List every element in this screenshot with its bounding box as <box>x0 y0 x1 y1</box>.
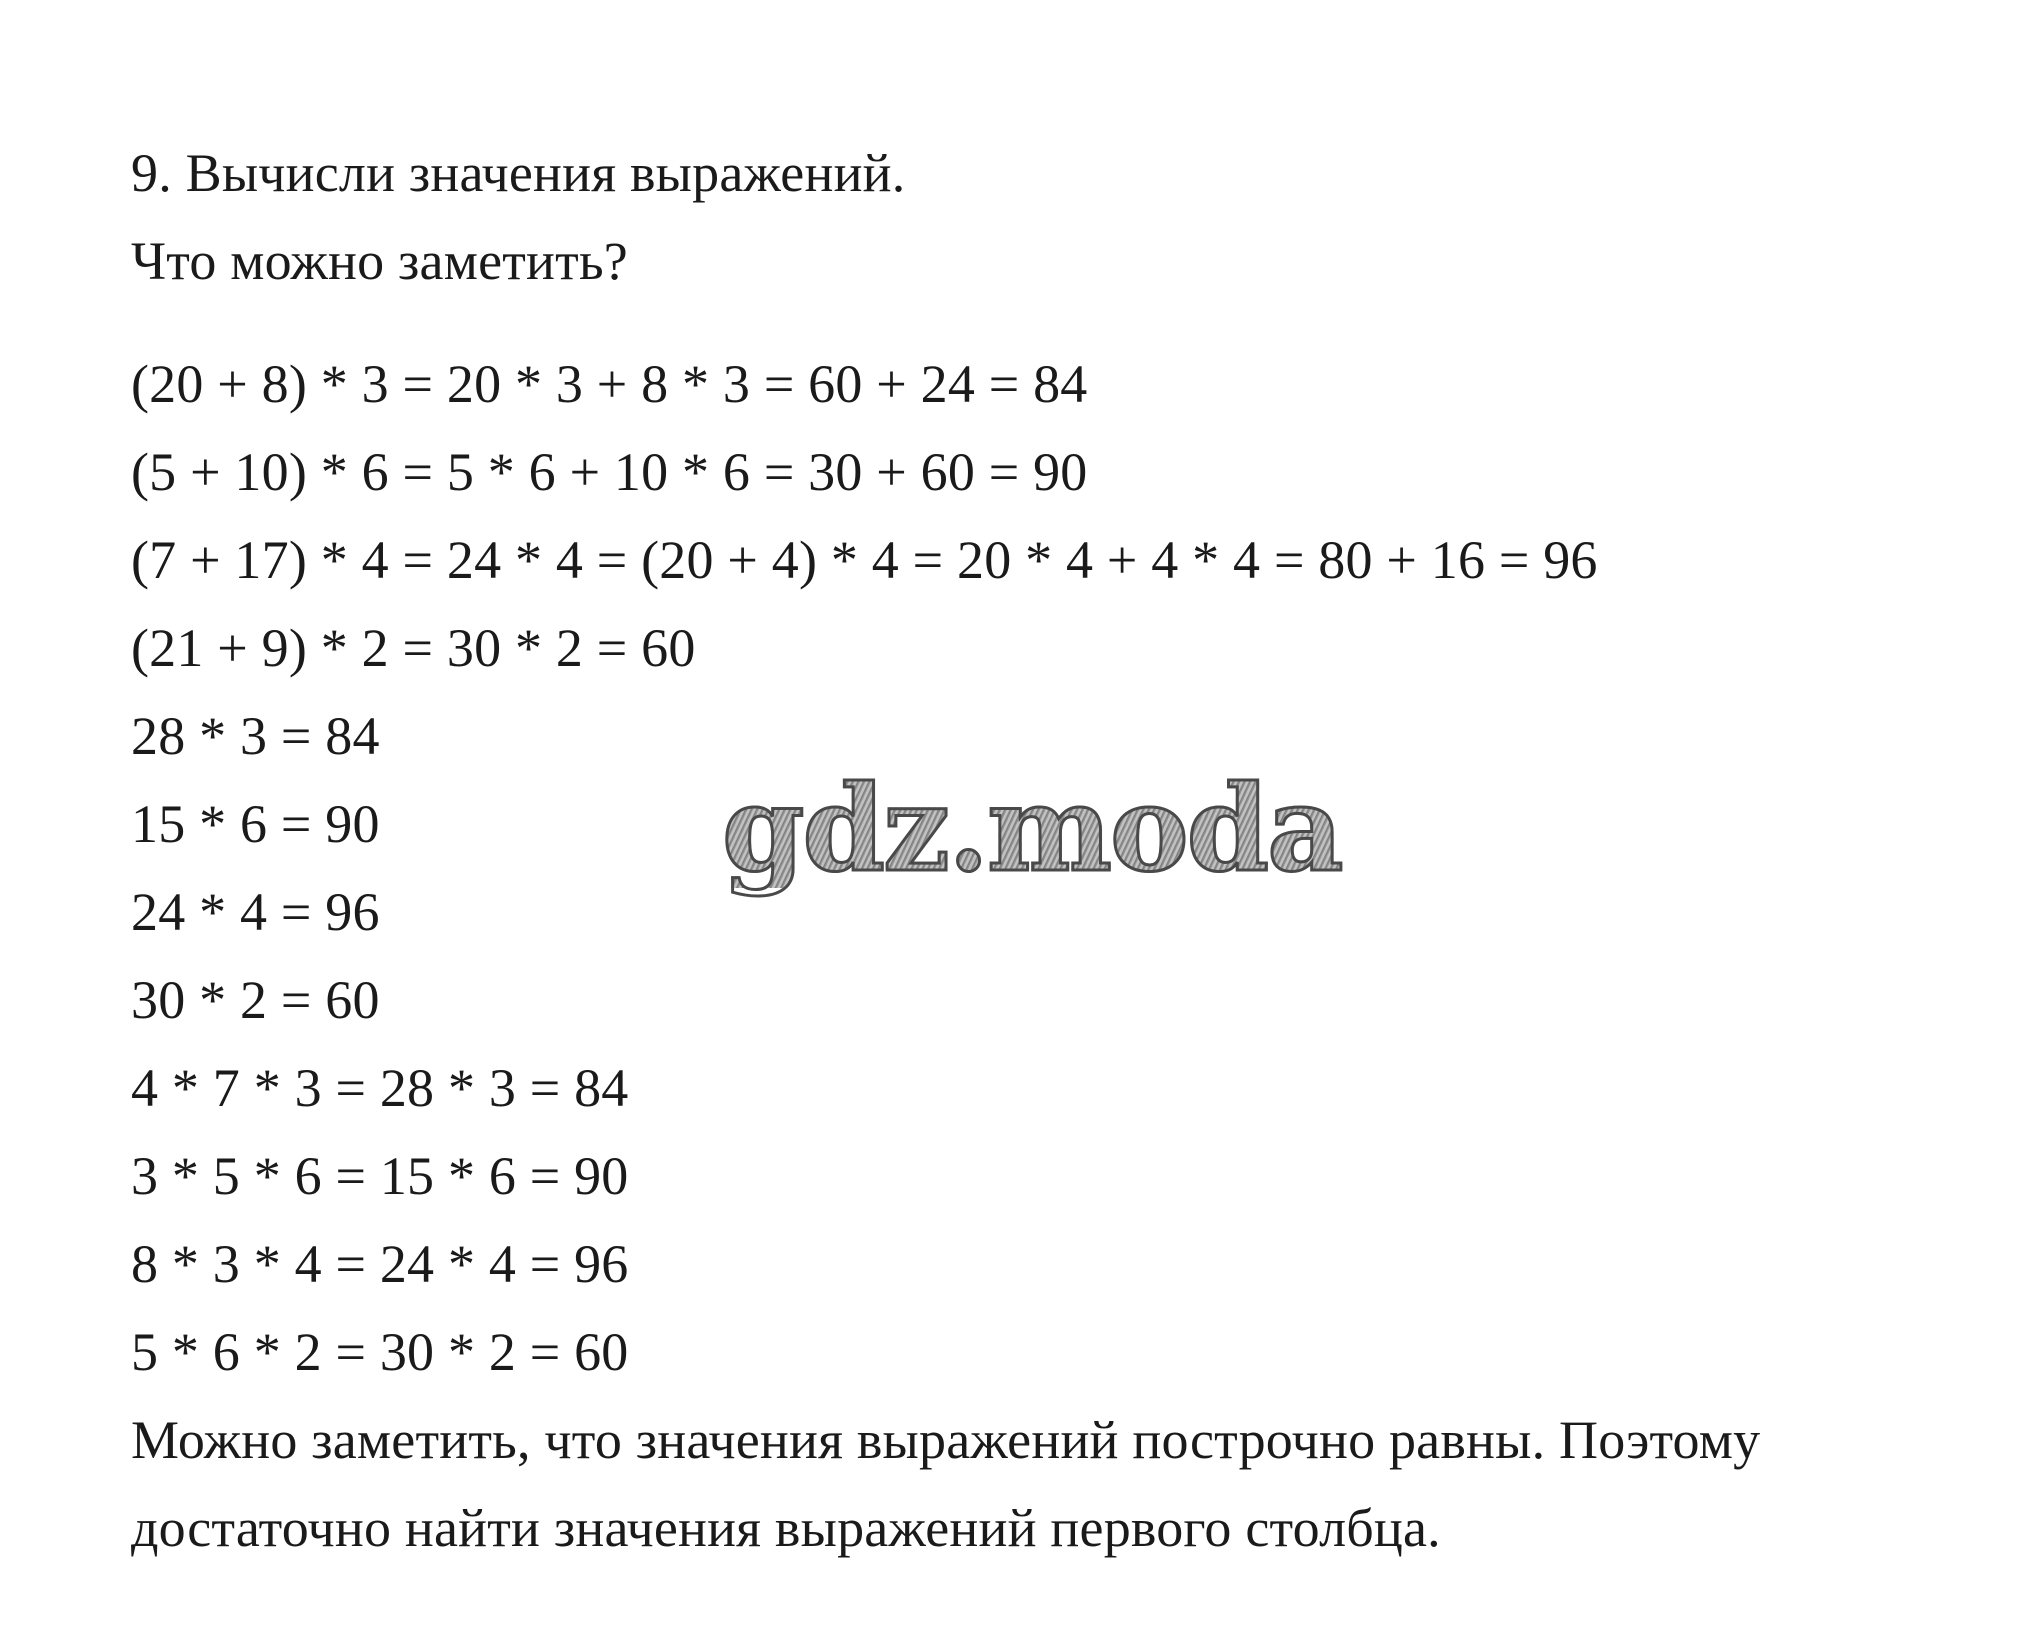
expression-line: 3 * 5 * 6 = 15 * 6 = 90 <box>131 1146 629 1206</box>
task-question: Что можно заметить? <box>131 231 628 291</box>
expression-line: 15 * 6 = 90 <box>131 794 380 854</box>
expression-line: (5 + 10) * 6 = 5 * 6 + 10 * 6 = 30 + 60 = 90 <box>131 442 1088 502</box>
expression-line: 4 * 7 * 3 = 28 * 3 = 84 <box>131 1058 629 1118</box>
expression-line: 28 * 3 = 84 <box>131 706 380 766</box>
task-title: 9. Вычисли значения выражений. <box>131 143 906 203</box>
conclusion-line-1: Можно заметить, что значения выражений построчно равны. Поэтому <box>131 1410 1761 1470</box>
expression-line: (7 + 17) * 4 = 24 * 4 = (20 + 4) * 4 = 20 * 4 + 4 * 4 = 80 + 16 = 96 <box>131 530 1598 590</box>
expression-line: (21 + 9) * 2 = 30 * 2 = 60 <box>131 618 696 678</box>
expression-line: 5 * 6 * 2 = 30 * 2 = 60 <box>131 1322 629 1382</box>
expression-line: 24 * 4 = 96 <box>131 882 380 942</box>
expression-line: (20 + 8) * 3 = 20 * 3 + 8 * 3 = 60 + 24 = 84 <box>131 354 1088 414</box>
expression-line: 8 * 3 * 4 = 24 * 4 = 96 <box>131 1234 629 1294</box>
conclusion-line-2: достаточно найти значения выражений первого столбца. <box>131 1498 1441 1558</box>
watermark-logo: gdz.moda <box>722 759 1342 898</box>
expression-line: 30 * 2 = 60 <box>131 970 380 1030</box>
